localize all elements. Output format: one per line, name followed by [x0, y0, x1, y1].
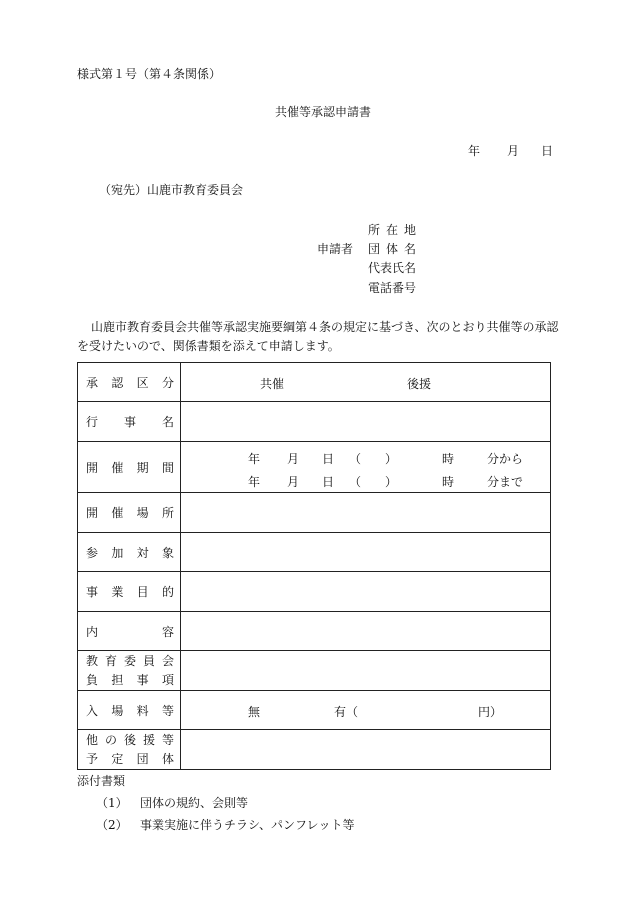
label-char: 体 [161, 751, 174, 766]
body-text-line2: を受けたいので、関係書類を添えて申請します。 [77, 339, 340, 353]
row-content [78, 612, 551, 651]
period-end-month: 月 [287, 475, 300, 489]
label-char: 定 [111, 751, 124, 766]
month-label: 月 [507, 144, 520, 158]
label-char: 承 [86, 375, 99, 390]
label-content [78, 612, 181, 651]
label-char: 対 [136, 545, 149, 560]
label-char: 予 [86, 751, 99, 766]
label-char: の [104, 732, 117, 747]
applicant-field-org-name: 団 体 名 [368, 242, 416, 256]
label-char: 料 [136, 703, 149, 718]
application-table [77, 362, 551, 770]
period-start-hour: 時 [442, 452, 455, 466]
cell-board-burden[interactable] [181, 651, 551, 691]
attachment-1-number: （1） [96, 796, 128, 810]
cell-purpose[interactable] [181, 572, 551, 612]
row-category [78, 363, 551, 402]
row-event-name [78, 402, 551, 442]
attachments-heading: 添付書類 [77, 774, 126, 788]
fee-none[interactable]: 無 [248, 705, 261, 719]
period-end-minute: 分まで [487, 475, 524, 489]
period-start-weekday: （ ） [349, 452, 398, 466]
row-period [78, 442, 551, 493]
label-purpose [78, 572, 181, 612]
period-end-year: 年 [248, 475, 261, 489]
label-char: 場 [111, 703, 124, 718]
row-fee [78, 691, 551, 730]
label-category [78, 363, 181, 402]
label-char: 催 [111, 506, 124, 520]
cell-event-name[interactable] [181, 402, 551, 442]
label-char: 容 [161, 624, 174, 639]
label-char: 区 [136, 375, 149, 390]
label-char: 目 [136, 585, 149, 599]
attachment-2-text: 事業実施に伴うチラシ、パンフレット等 [140, 818, 355, 832]
label-char: 事 [136, 672, 149, 687]
row-venue [78, 493, 551, 533]
fee-yes[interactable]: 有（ [334, 705, 359, 719]
label-char: 象 [161, 545, 174, 560]
period-start-day: 日 [322, 452, 335, 466]
period-start-minute: 分から [487, 452, 524, 466]
period-end-weekday: （ ） [349, 475, 398, 489]
label-char: 項 [161, 672, 174, 687]
form-number: 様式第１号（第４条関係） [77, 67, 222, 81]
period-start-month: 月 [287, 452, 300, 466]
option-support[interactable]: 後援 [407, 377, 432, 391]
label-audience [78, 533, 181, 572]
label-char: 事 [123, 415, 136, 429]
addressee: （宛先）山鹿市教育委員会 [99, 183, 244, 197]
cell-category[interactable] [181, 363, 551, 402]
label-char: 内 [86, 624, 99, 639]
label-char: 場 [136, 506, 149, 520]
row-purpose [78, 572, 551, 612]
label-char: 負 [86, 672, 99, 687]
label-char: 会 [161, 653, 174, 668]
label-char: 育 [104, 653, 117, 668]
cell-audience[interactable] [181, 533, 551, 572]
row-other-supporters [78, 730, 551, 770]
day-label: 日 [541, 144, 554, 158]
label-fee [78, 691, 181, 730]
label-char: 催 [111, 460, 124, 475]
fee-yen: 円） [478, 705, 503, 719]
label-char: 開 [86, 506, 99, 520]
label-char: 行 [86, 415, 99, 429]
label-board-burden [78, 651, 181, 691]
label-other-supporters [78, 730, 181, 770]
year-label: 年 [468, 144, 481, 158]
applicant-label: 申請者 [317, 242, 354, 256]
label-char: 認 [111, 375, 124, 390]
label-char: 等 [161, 703, 174, 718]
label-period [78, 442, 181, 493]
label-char: 担 [111, 672, 124, 687]
label-char: 的 [161, 585, 174, 599]
cell-period[interactable] [181, 442, 551, 493]
label-char: 事 [86, 585, 99, 599]
row-audience [78, 533, 551, 572]
cell-venue[interactable] [181, 493, 551, 533]
label-char: 後 [123, 732, 136, 747]
period-end-hour: 時 [442, 475, 455, 489]
cell-content[interactable] [181, 612, 551, 651]
label-char: 開 [86, 460, 99, 475]
label-char: 等 [161, 732, 174, 747]
label-char: 参 [86, 545, 99, 560]
attachment-2-number: （2） [96, 818, 128, 832]
label-char: 員 [142, 653, 155, 668]
label-char: 団 [136, 751, 149, 766]
label-char: 援 [142, 732, 155, 747]
label-event-name [78, 402, 181, 442]
cell-other-supporters[interactable] [181, 730, 551, 770]
period-end-day: 日 [322, 475, 335, 489]
label-char: 他 [86, 732, 99, 747]
body-text-line1: 山鹿市教育委員会共催等承認実施要綱第４条の規定に基づき、次のとおり共催等の承認 [91, 320, 559, 334]
label-char: 分 [161, 375, 174, 390]
row-board-burden [78, 651, 551, 691]
label-char: 入 [86, 703, 99, 718]
applicant-field-address: 所 在 地 [368, 223, 416, 237]
label-char: 期 [136, 460, 149, 475]
label-char: 加 [111, 545, 124, 560]
applicant-field-phone: 電話番号 [368, 281, 417, 295]
label-char: 所 [161, 506, 174, 520]
label-char: 間 [161, 460, 174, 475]
label-venue [78, 493, 181, 533]
label-char: 名 [161, 415, 174, 429]
applicant-field-representative: 代表氏名 [368, 261, 417, 275]
option-cosponsor[interactable]: 共催 [260, 377, 285, 391]
label-char: 教 [86, 653, 99, 668]
document-title: 共催等承認申請書 [275, 105, 372, 119]
label-char: 委 [123, 653, 136, 668]
label-char: 業 [111, 585, 124, 599]
period-start-year: 年 [248, 452, 261, 466]
cell-fee[interactable] [181, 691, 551, 730]
attachment-1-text: 団体の規約、会則等 [140, 796, 249, 810]
